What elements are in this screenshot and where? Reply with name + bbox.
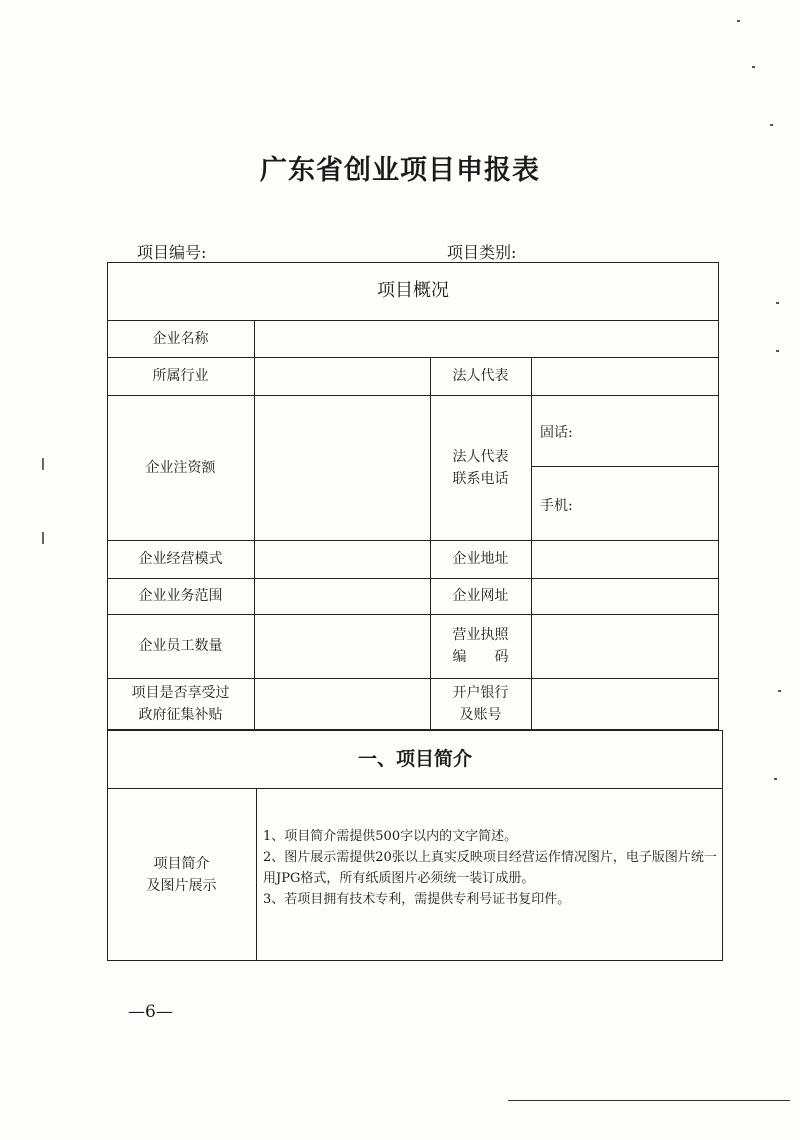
label-website: 企业网址 [452, 588, 509, 604]
label-company-name: 企业名称 [152, 330, 209, 347]
section-overview-heading: 项目概况 [377, 280, 449, 301]
label-intro-images: 项目简介 及图片展示 [146, 855, 217, 894]
label-industry: 所属行业 [152, 368, 209, 384]
scan-speck [737, 20, 740, 22]
label-landline: 固话: [540, 425, 573, 441]
industry-field[interactable] [254, 357, 430, 395]
footer-rule [508, 1100, 790, 1101]
business-mode-field[interactable] [254, 540, 430, 578]
company-name-field[interactable] [254, 320, 719, 357]
label-mobile: 手机: [540, 498, 573, 514]
scan-speck [776, 302, 779, 304]
form-title: 广东省创业项目申报表 [260, 155, 540, 186]
label-business-mode: 企业经营模式 [138, 551, 223, 567]
project-number-label: 项目编号: [137, 243, 207, 262]
label-address: 企业地址 [452, 551, 509, 567]
label-business-scope: 企业业务范围 [138, 588, 223, 604]
label-registered-capital: 企业注资额 [145, 459, 216, 476]
license-code-field[interactable] [531, 614, 719, 678]
scan-speck [778, 690, 781, 692]
scan-speck [770, 124, 773, 126]
scan-speck [774, 778, 777, 780]
label-bank: 开户银行 及账号 [452, 685, 509, 723]
section-intro-heading: 一、项目简介 [357, 748, 472, 770]
instruction-2: 2、图片展示需提供20张以上真实反映项目经营运作情况图片，电子版图片统一用JPG格式，所有纸质图片必须统一装订成册。 [263, 850, 717, 886]
bank-field[interactable] [531, 678, 719, 730]
scan-speck [776, 350, 779, 352]
label-employee-count: 企业员工数量 [138, 638, 223, 654]
employee-count-field[interactable] [254, 614, 430, 678]
label-legal-rep: 法人代表 [452, 368, 509, 384]
website-field[interactable] [531, 578, 719, 614]
label-license-code: 营业执照 编 码 [452, 627, 509, 665]
instruction-1: 1、项目简介需提供500字以内的文字简述。 [263, 829, 518, 844]
scan-speck [752, 66, 755, 68]
label-legal-rep-phone: 法人代表 联系电话 [452, 448, 509, 487]
scan-mark [42, 458, 44, 470]
project-category-label: 项目类别: [447, 243, 517, 262]
label-subsidy: 项目是否享受过 政府征集补贴 [131, 685, 230, 723]
instruction-3: 3、若项目拥有技术专利，需提供专利号证书复印件。 [263, 892, 571, 907]
business-scope-field[interactable] [254, 578, 430, 614]
intro-instructions [263, 826, 721, 910]
legal-rep-field[interactable] [531, 357, 719, 395]
subsidy-field[interactable] [254, 678, 430, 730]
page-number: —6— [128, 1002, 173, 1022]
registered-capital-field[interactable] [254, 395, 430, 540]
address-field[interactable] [531, 540, 719, 578]
scan-mark [42, 532, 44, 544]
